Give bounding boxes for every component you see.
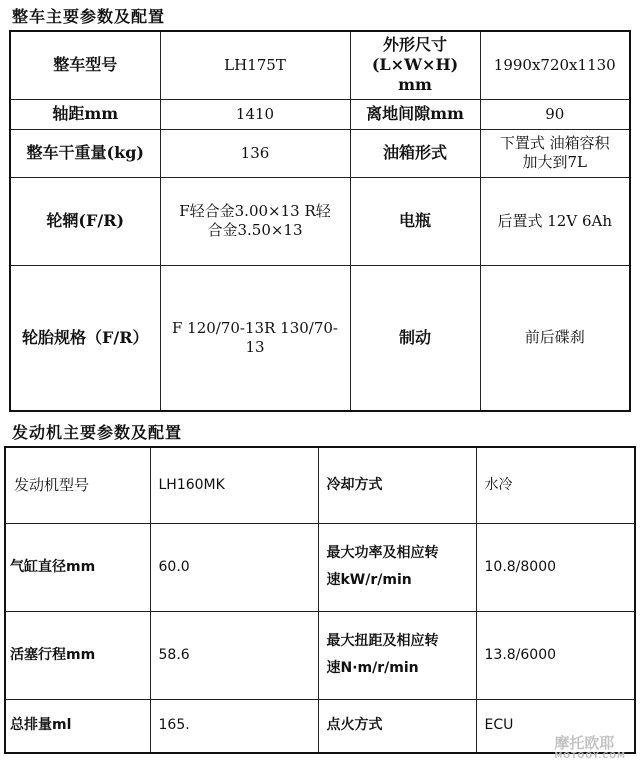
spec-label: 离地间隙mm [350, 99, 480, 129]
spec-label: 油箱形式 [350, 129, 480, 177]
spec-label: 发动机型号 [5, 447, 150, 523]
spec-value: 水冷 [476, 447, 635, 523]
spec-value: 后置式 12V 6Ah [480, 177, 630, 265]
spec-label: 活塞行程mm [5, 611, 150, 699]
spec-value: 58.6 [150, 611, 318, 699]
spec-value: 165. [150, 699, 318, 753]
spec-label: 最大功率及相应转 速kW/r/min [318, 523, 476, 611]
spec-value: LH175T [160, 31, 350, 99]
spec-label: 气缸直径mm [5, 523, 150, 611]
table-row [5, 523, 635, 611]
engine-section-title: 发动机主要参数及配置 [12, 423, 183, 442]
vehicle-spec-table [9, 30, 631, 412]
table-row [10, 129, 630, 177]
table-row [10, 177, 630, 265]
spec-label: 制动 [350, 265, 480, 411]
table-row [5, 699, 635, 753]
spec-label: 总排量ml [5, 699, 150, 753]
spec-label: 轮辋(F/R) [10, 177, 160, 265]
spec-label: 整车型号 [10, 31, 160, 99]
spec-label: 点火方式 [318, 699, 476, 753]
spec-value: ECU [476, 699, 635, 753]
spec-label: 整车干重量(kg) [10, 129, 160, 177]
watermark-subtext: MOTOOY.COM [554, 751, 626, 760]
table-row [5, 611, 635, 699]
table-row [10, 31, 630, 99]
spec-label: 冷却方式 [318, 447, 476, 523]
spec-value: 136 [160, 129, 350, 177]
spec-value: 下置式 油箱容积 加大到7L [480, 129, 630, 177]
watermark-text: 摩托欧耶 [554, 734, 615, 752]
spec-label: 轴距mm [10, 99, 160, 129]
spec-value: 1990x720x1130 [480, 31, 630, 99]
watermark-logo [554, 732, 626, 760]
spec-value: 10.8/8000 [476, 523, 635, 611]
table-row [5, 447, 635, 523]
vehicle-section-title: 整车主要参数及配置 [12, 7, 166, 26]
spec-label: 轮胎规格（F/R） [10, 265, 160, 411]
table-row [10, 99, 630, 129]
spec-value: 13.8/6000 [476, 611, 635, 699]
spec-value: F 120/70-13R 130/70-13 [160, 265, 350, 411]
spec-value: 1410 [160, 99, 350, 129]
engine-spec-table [4, 446, 636, 754]
spec-label: 外形尺寸 (L×W×H) mm [350, 31, 480, 99]
table-row [10, 265, 630, 411]
spec-value: F轻合金3.00×13 R轻 合金3.50×13 [160, 177, 350, 265]
spec-value: LH160MK [150, 447, 318, 523]
spec-value: 90 [480, 99, 630, 129]
spec-value: 前后碟刹 [480, 265, 630, 411]
spec-label: 最大扭距及相应转 速N·m/r/min [318, 611, 476, 699]
spec-label: 电瓶 [350, 177, 480, 265]
spec-value: 60.0 [150, 523, 318, 611]
